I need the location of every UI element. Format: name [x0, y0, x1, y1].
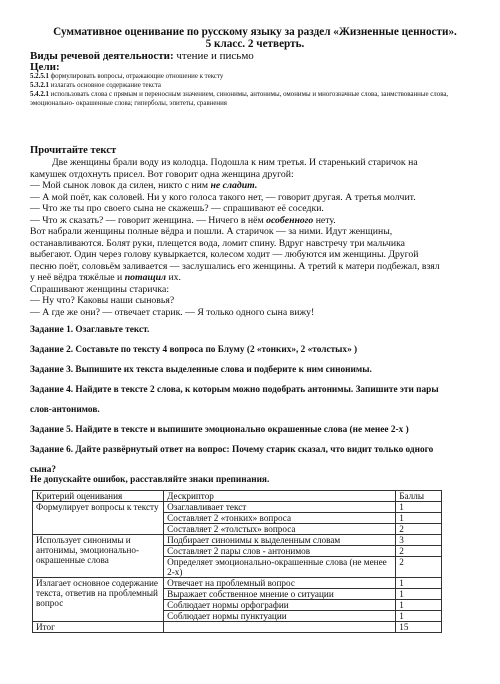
task-6-cont: сына?	[30, 465, 57, 475]
task-4: Задание 4. Найдите в тексте 2 слова, к которым можно подобрать антонимы. Запишите эти пары	[30, 385, 439, 395]
descriptor-cell: Соблюдает нормы орфографии	[164, 600, 396, 611]
score-cell: 2	[396, 546, 442, 557]
total-label: Итог	[33, 622, 164, 633]
table-row	[33, 502, 442, 513]
score-cell: 2	[396, 524, 442, 535]
assessment-table	[32, 490, 442, 633]
goal-item: 5.2.5.1 формулировать вопросы, отражающие отношение к тексту	[30, 73, 224, 80]
task-1: Задание 1. Озаглавьте текст.	[30, 325, 150, 335]
instruction-note: Не допускайте ошибок, расставляйте знаки препинания.	[30, 475, 270, 485]
total-value: 15	[396, 622, 442, 633]
text-line: у неё вёдра тяжёлые и потащил их.	[30, 272, 181, 283]
table-header: Критерий оценивания	[33, 491, 164, 502]
total-row	[33, 622, 442, 633]
score-cell: 1	[396, 611, 442, 622]
descriptor-cell: Выражает собственное мнение о ситуации	[164, 589, 396, 600]
text-line: Вот набрали женщины полные вёдра и пошли. А старичок — за ними. Идут женщины,	[30, 226, 393, 237]
task-3: Задание 3. Выпишите их текста выделенные слова и подберите к ним синонимы.	[30, 365, 372, 375]
score-cell: 1	[396, 578, 442, 589]
table-header: Баллы	[396, 491, 442, 502]
table-header: Дескриптор	[164, 491, 396, 502]
text-line: — А мой поёт, как соловей. Ни у кого голоса такого нет, — говорит другая. А третья молчит.	[30, 192, 416, 203]
descriptor-cell: Составляет 2 «толстых» вопроса	[164, 524, 396, 535]
score-cell: 1	[396, 502, 442, 513]
table-row	[33, 578, 442, 589]
descriptor-cell: Определяет эмоционально-окрашенные слова (не менее 2-х)	[164, 557, 396, 578]
score-cell: 1	[396, 589, 442, 600]
task-5: Задание 5. Найдите в тексте и выпишите эмоционально окрашенные слова (не менее 2-х )	[30, 425, 409, 435]
criterion-cell: Использует синонимы и антонимы, эмоционально-окрашенные слова	[33, 535, 164, 578]
text-line: песню поёт, соловьём заливается — заслушались его женщины. А третий к матери подбежал, взял	[30, 261, 440, 272]
text-line: Спрашивают женщины старичка:	[30, 284, 170, 295]
highlighted-word: потащил	[124, 272, 166, 283]
descriptor-cell: Составляет 2 «тонких» вопроса	[164, 513, 396, 524]
text-line: — А где же они? — отвечает старик. — Я только одного сына вижу!	[30, 307, 315, 318]
page-title	[40, 26, 470, 50]
criterion-cell: Формулирует вопросы к тексту	[33, 502, 164, 535]
score-cell: 1	[396, 600, 442, 611]
descriptor-cell: Соблюдает нормы пунктуации	[164, 611, 396, 622]
text-line: — Мой сынок ловок да силен, никто с ним не сладит.	[30, 180, 258, 191]
highlighted-word: особенного	[266, 215, 314, 226]
table-header-row	[33, 491, 442, 502]
descriptor-cell: Подбирает синонимы к выделенным словам	[164, 535, 396, 546]
text-line: останавливаются. Болят руки, плещется вода, ломит спину. Вдруг навстречу три мальчика	[30, 238, 405, 249]
activities-line	[30, 50, 254, 62]
activities-label: Виды речевой деятельности:	[30, 50, 174, 62]
goal-item: 5.4.2.1 использовать слова с прямым и переносным значением, синонимы, антонимы, омонимы и многозначные слова, заимствованные слова, эмоционально- окрашенные слова; гиперболы, эпитеты, сравнения	[30, 91, 449, 107]
task-2: Задание 2. Составьте по тексту 4 вопроса по Блуму (2 «тонких», 2 «толстых» )	[30, 345, 358, 355]
goal-item: 5.3.2.1 излагать основное содержание текста	[30, 82, 161, 89]
criterion-cell: Излагает основное содержание текста, ответив на проблемный вопрос	[33, 578, 164, 622]
highlighted-word: не сладит.	[210, 180, 258, 191]
text-line: — Что ж сказать? — говорит женщина. — Ничего в нём особенного нету.	[30, 215, 336, 226]
table-row	[33, 535, 442, 546]
text-line: выбегают. Один через голову кувыркается, колесом ходит — любуются им женщины. Другой	[30, 249, 419, 260]
text-line: камушек отдохнуть присел. Вот говорит одна женщина другой:	[30, 169, 294, 180]
descriptor-cell: Отвечает на проблемный вопрос	[164, 578, 396, 589]
text-line: Две женщины брали воду из колодца. Подошла к ним третья. И старенький старичок на	[52, 157, 418, 168]
task-4-cont: слов-антонимов.	[30, 405, 100, 415]
descriptor-cell: Составляет 2 пары слов - антонимов	[164, 546, 396, 557]
text-line: — Что же ты про своего сына не скажешь? — спрашивают её соседки.	[30, 203, 324, 214]
title-line-1: Суммативное оценивание по русскому языку за раздел «Жизненные ценности».	[53, 26, 457, 38]
title-line-2: 5 класс. 2 четверть.	[205, 38, 305, 50]
text-line: — Ну что? Каковы наши сыновья?	[30, 295, 175, 306]
reading-heading: Прочитайте текст	[30, 145, 117, 156]
task-6: Задание 6. Дайте развёрнутый ответ на вопрос: Почему старик сказал, что видит только одного	[30, 445, 434, 455]
goals-heading: Цели:	[30, 61, 60, 73]
score-cell: 2	[396, 557, 442, 578]
activities-value: чтение и письмо	[173, 50, 254, 62]
score-cell: 1	[396, 513, 442, 524]
score-cell: 3	[396, 535, 442, 546]
descriptor-cell: Озаглавливает текст	[164, 502, 396, 513]
